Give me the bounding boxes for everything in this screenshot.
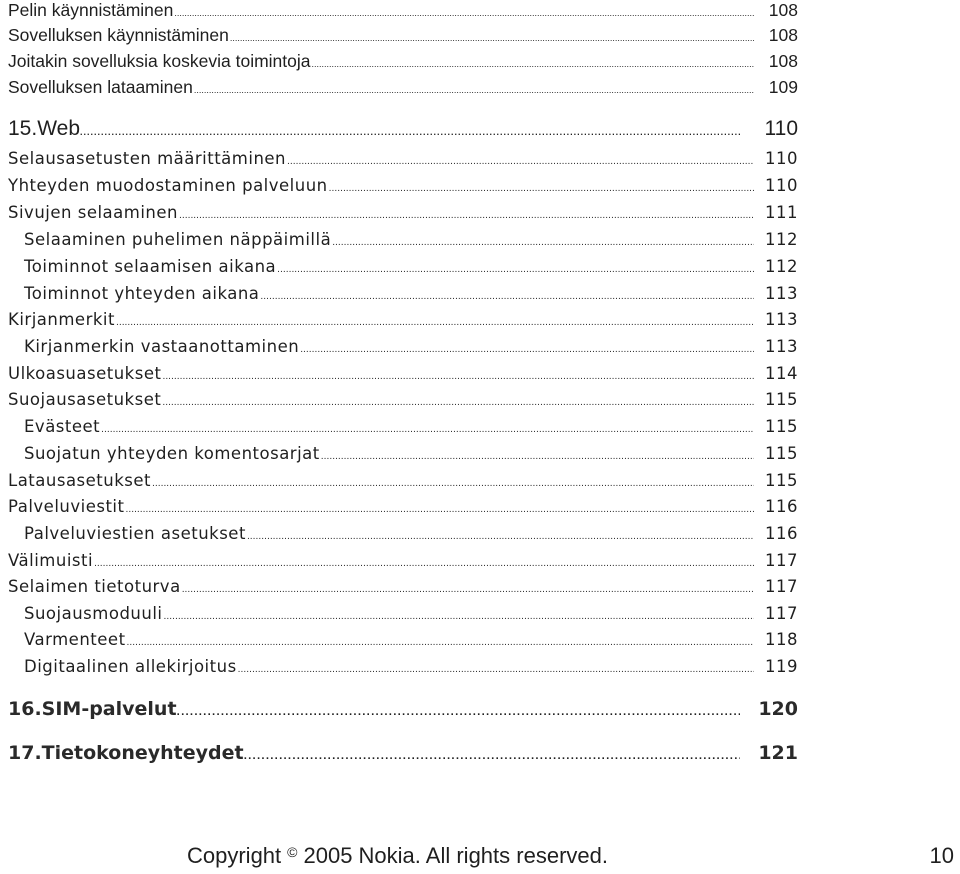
toc-entry-title: Latausasetukset bbox=[8, 471, 151, 490]
toc-subentry[interactable] bbox=[8, 630, 798, 649]
copyright-prefix: Copyright bbox=[187, 843, 282, 868]
toc-entry-title: Digitaalinen allekirjoitus bbox=[24, 657, 237, 676]
toc-entry[interactable] bbox=[8, 25, 798, 46]
toc-subentry[interactable] bbox=[8, 604, 798, 623]
toc-entry[interactable] bbox=[8, 310, 798, 329]
toc-entry-page: 109 bbox=[768, 77, 798, 97]
toc-entry-title: Suojatun yhteyden komentosarjat bbox=[24, 444, 320, 463]
page-footer bbox=[0, 840, 960, 874]
toc-entry[interactable] bbox=[8, 551, 798, 570]
toc-subentry[interactable] bbox=[8, 444, 798, 463]
toc-entry-page: 108 bbox=[768, 51, 798, 71]
dot-leader bbox=[311, 59, 755, 69]
toc-chapter-page: 121 bbox=[758, 742, 798, 764]
dot-leader bbox=[177, 708, 740, 718]
toc-entry[interactable] bbox=[8, 176, 798, 195]
toc-entry-title: Selaimen tietoturva bbox=[8, 577, 181, 596]
toc-entry-title: Selausasetusten määrittäminen bbox=[8, 149, 287, 168]
toc-subentry[interactable] bbox=[8, 230, 798, 249]
dot-leader bbox=[126, 638, 754, 648]
toc-entry-page: 110 bbox=[765, 149, 798, 168]
dot-leader bbox=[259, 292, 754, 302]
toc-entry-title: Toiminnot selaamisen aikana bbox=[24, 257, 277, 276]
dot-leader bbox=[80, 127, 740, 137]
toc-entry-page: 114 bbox=[765, 364, 798, 383]
toc-entry[interactable] bbox=[8, 390, 798, 409]
toc-entry-title: Sovelluksen käynnistäminen bbox=[8, 25, 229, 45]
toc-chapter-title: 17.Tietokoneyhteydet bbox=[8, 742, 244, 764]
toc-entry-title: Kirjanmerkit bbox=[8, 310, 115, 329]
toc-entry-title: Yhteyden muodostaminen palveluun bbox=[8, 176, 328, 195]
toc-entry-title: Palveluviestien asetukset bbox=[24, 524, 246, 543]
dot-leader bbox=[100, 425, 754, 435]
toc-subentry[interactable] bbox=[8, 524, 798, 543]
copyright-text: 2005 Nokia. All rights reserved. bbox=[303, 843, 608, 868]
toc-entry-page: 115 bbox=[765, 417, 798, 436]
toc-entry-page: 113 bbox=[765, 337, 798, 356]
toc-entry-page: 115 bbox=[765, 444, 798, 463]
toc-entry-title: Sivujen selaaminen bbox=[8, 203, 178, 222]
toc-chapter-entry[interactable] bbox=[8, 698, 798, 720]
dot-leader bbox=[151, 479, 754, 489]
toc-entry-title: Varmenteet bbox=[24, 630, 126, 649]
toc-subentry[interactable] bbox=[8, 284, 798, 303]
dot-leader bbox=[161, 398, 754, 408]
dot-leader bbox=[320, 452, 754, 462]
toc-entry[interactable] bbox=[8, 471, 798, 490]
toc-entry-title: Sovelluksen lataaminen bbox=[8, 77, 193, 97]
toc-entry-page: 116 bbox=[765, 524, 798, 543]
dot-leader bbox=[331, 238, 754, 248]
toc-entry-page: 112 bbox=[765, 257, 798, 276]
toc-entry[interactable] bbox=[8, 497, 798, 516]
toc-entry-title: Kirjanmerkin vastaanottaminen bbox=[24, 337, 300, 356]
toc-entry-title: Selaaminen puhelimen näppäimillä bbox=[24, 230, 332, 249]
toc-entry[interactable] bbox=[8, 203, 798, 222]
toc-entry-title: Ulkoasuasetukset bbox=[8, 364, 162, 383]
toc-chapter-entry[interactable] bbox=[8, 117, 798, 141]
toc-entry[interactable] bbox=[8, 364, 798, 383]
toc-entry-page: 111 bbox=[765, 203, 798, 222]
dot-leader bbox=[246, 532, 754, 542]
dot-leader bbox=[161, 372, 754, 382]
toc-entry-page: 113 bbox=[765, 284, 798, 303]
dot-leader bbox=[124, 505, 754, 515]
toc-entry-title: Suojausmoduuli bbox=[24, 604, 163, 623]
toc-entry-page: 108 bbox=[768, 25, 798, 45]
toc-entry-title: Toiminnot yhteyden aikana bbox=[24, 284, 260, 303]
toc-chapter-entry[interactable] bbox=[8, 742, 798, 764]
dot-leader bbox=[181, 585, 754, 595]
toc-entry-page: 113 bbox=[765, 310, 798, 329]
toc-subentry[interactable] bbox=[8, 257, 798, 276]
dot-leader bbox=[299, 345, 754, 355]
dot-leader bbox=[229, 33, 754, 43]
toc-entry-page: 112 bbox=[765, 230, 798, 249]
toc-entry-page: 115 bbox=[765, 390, 798, 409]
toc-chapter-page: 120 bbox=[758, 698, 798, 720]
toc-entry[interactable] bbox=[8, 51, 798, 72]
toc-entry-page: 117 bbox=[765, 551, 798, 570]
dot-leader bbox=[276, 265, 754, 275]
toc-entry-title: Palveluviestit bbox=[8, 497, 125, 516]
toc-entry-title: Suojausasetukset bbox=[8, 390, 162, 409]
toc-entry[interactable] bbox=[8, 149, 798, 168]
toc-chapter-title: 16.SIM-palvelut bbox=[8, 698, 177, 720]
toc-entry-title: Evästeet bbox=[24, 417, 101, 436]
dot-leader bbox=[163, 612, 754, 622]
dot-leader bbox=[237, 665, 754, 675]
toc-chapter-title: 15.Web bbox=[8, 117, 80, 140]
dot-leader bbox=[244, 752, 740, 762]
toc-entry-page: 119 bbox=[765, 657, 798, 676]
toc-entry-page: 117 bbox=[765, 604, 798, 623]
copyright-notice bbox=[187, 843, 608, 869]
toc-entry[interactable] bbox=[8, 0, 798, 21]
dot-leader bbox=[93, 559, 754, 569]
toc-entry-title: Joitakin sovelluksia koskevia toimintoja bbox=[8, 51, 311, 71]
toc-subentry[interactable] bbox=[8, 337, 798, 356]
dot-leader bbox=[328, 184, 754, 194]
toc-entry-page: 117 bbox=[765, 577, 798, 596]
toc-entry-page: 116 bbox=[765, 497, 798, 516]
dot-leader bbox=[178, 211, 754, 221]
dot-leader bbox=[286, 157, 754, 167]
toc-subentry[interactable] bbox=[8, 657, 798, 676]
dot-leader bbox=[193, 85, 754, 95]
toc-entry-title: Välimuisti bbox=[8, 551, 94, 570]
dot-leader bbox=[115, 318, 754, 328]
toc-entry-page: 108 bbox=[768, 0, 798, 20]
dot-leader bbox=[173, 8, 754, 18]
copyright-symbol: © bbox=[287, 844, 298, 860]
toc-entry-page: 118 bbox=[765, 630, 798, 649]
toc-subentry[interactable] bbox=[8, 417, 798, 436]
toc-entry[interactable] bbox=[8, 77, 798, 98]
toc-entry-page: 115 bbox=[765, 471, 798, 490]
toc-entry-title: Pelin käynnistäminen bbox=[8, 0, 174, 20]
toc-chapter-page: 110 bbox=[764, 117, 798, 140]
toc-entry[interactable] bbox=[8, 577, 798, 596]
toc-entry-page: 110 bbox=[765, 176, 798, 195]
page-number: 10 bbox=[929, 843, 954, 868]
